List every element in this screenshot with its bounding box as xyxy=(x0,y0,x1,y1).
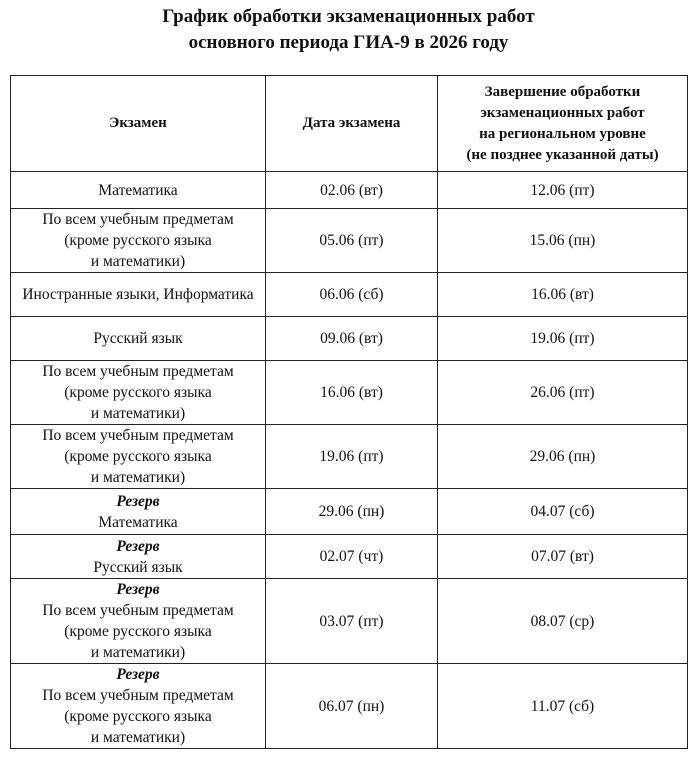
table-header-row xyxy=(11,76,688,172)
cell-deadline: 16.06 (вт) xyxy=(438,273,688,317)
cell-deadline: 19.06 (пт) xyxy=(438,317,688,361)
cell-exam-date: 03.07 (пт) xyxy=(266,579,438,664)
cell-exam-date: 29.06 (пн) xyxy=(266,489,438,535)
header-deadline-line: экзаменационных работ xyxy=(480,104,645,121)
exam-name-line: (кроме русского языка xyxy=(64,708,212,725)
document-title xyxy=(0,4,697,56)
cell-exam-date: 16.06 (вт) xyxy=(266,361,438,425)
cell-exam-date: 09.06 (вт) xyxy=(266,317,438,361)
exam-name-line: По всем учебным предметам xyxy=(42,687,234,704)
exam-name-line: Иностранные языки, Информатика xyxy=(22,286,254,303)
cell-deadline: 15.06 (пн) xyxy=(438,209,688,273)
cell-deadline: 07.07 (вт) xyxy=(438,535,688,579)
table-row xyxy=(11,664,688,749)
exam-name-line: и математики) xyxy=(90,644,186,661)
exam-name-line: Математика xyxy=(98,181,178,199)
reserve-label: Резерв xyxy=(116,666,160,683)
reserve-label: Резерв xyxy=(116,537,160,555)
cell-exam-date: 05.06 (пт) xyxy=(266,209,438,273)
table-row xyxy=(11,535,688,579)
table-row xyxy=(11,579,688,664)
header-deadline-line: на региональном уровне xyxy=(479,125,646,142)
cell-exam xyxy=(11,489,266,535)
table-row xyxy=(11,209,688,273)
cell-exam xyxy=(11,361,266,425)
exam-name-line: По всем учебным предметам xyxy=(42,602,234,619)
cell-exam-date: 02.07 (чт) xyxy=(266,535,438,579)
exam-name-line: (кроме русского языка xyxy=(64,384,212,401)
cell-exam xyxy=(11,664,266,749)
table-row xyxy=(11,361,688,425)
table-row xyxy=(11,489,688,535)
cell-deadline: 12.06 (пт) xyxy=(438,172,688,209)
reserve-label: Резерв xyxy=(116,492,160,510)
cell-exam xyxy=(11,172,266,209)
cell-exam-date: 19.06 (пт) xyxy=(266,425,438,489)
exam-name-line: (кроме русского языка xyxy=(64,448,212,465)
exam-name-line: Математика xyxy=(98,513,178,531)
table-row xyxy=(11,317,688,361)
table-body xyxy=(11,172,688,749)
exam-name-line: Русский язык xyxy=(93,330,183,347)
cell-exam-date: 06.06 (сб) xyxy=(266,273,438,317)
exam-name-line: и математики) xyxy=(90,469,186,486)
cell-deadline: 04.07 (сб) xyxy=(438,489,688,535)
exam-name-line: и математики) xyxy=(90,405,186,422)
header-exam: Экзамен xyxy=(11,76,266,172)
exam-name-line: и математики) xyxy=(90,253,186,270)
table-row xyxy=(11,273,688,317)
reserve-label: Резерв xyxy=(116,581,160,598)
exam-name-line: и математики) xyxy=(90,729,186,746)
header-deadline xyxy=(438,76,688,172)
header-deadline-line: (не позднее указанной даты) xyxy=(466,146,659,163)
exam-name-line: По всем учебным предметам xyxy=(42,427,234,444)
exam-name-line: По всем учебным предметам xyxy=(42,363,234,380)
cell-exam xyxy=(11,317,266,361)
title-line-2: основного периода ГИА-9 в 2026 году xyxy=(188,32,509,53)
cell-exam-date: 02.06 (вт) xyxy=(266,172,438,209)
cell-deadline: 08.07 (ср) xyxy=(438,579,688,664)
table-row xyxy=(11,172,688,209)
cell-exam xyxy=(11,425,266,489)
cell-exam xyxy=(11,209,266,273)
cell-deadline: 29.06 (пн) xyxy=(438,425,688,489)
cell-deadline: 26.06 (пт) xyxy=(438,361,688,425)
cell-exam xyxy=(11,579,266,664)
table-row xyxy=(11,425,688,489)
exam-name-line: (кроме русского языка xyxy=(64,623,212,640)
title-line-1: График обработки экзаменационных работ xyxy=(162,6,535,27)
cell-exam-date: 06.07 (пн) xyxy=(266,664,438,749)
exam-name-line: Русский язык xyxy=(93,558,183,576)
cell-deadline: 11.07 (сб) xyxy=(438,664,688,749)
header-exam-date: Дата экзамена xyxy=(266,76,438,172)
header-deadline-line: Завершение обработки xyxy=(484,83,641,100)
exam-name-line: По всем учебным предметам xyxy=(42,211,234,228)
exam-schedule-table xyxy=(10,75,688,749)
cell-exam xyxy=(11,535,266,579)
cell-exam xyxy=(11,273,266,317)
exam-name-line: (кроме русского языка xyxy=(64,232,212,249)
